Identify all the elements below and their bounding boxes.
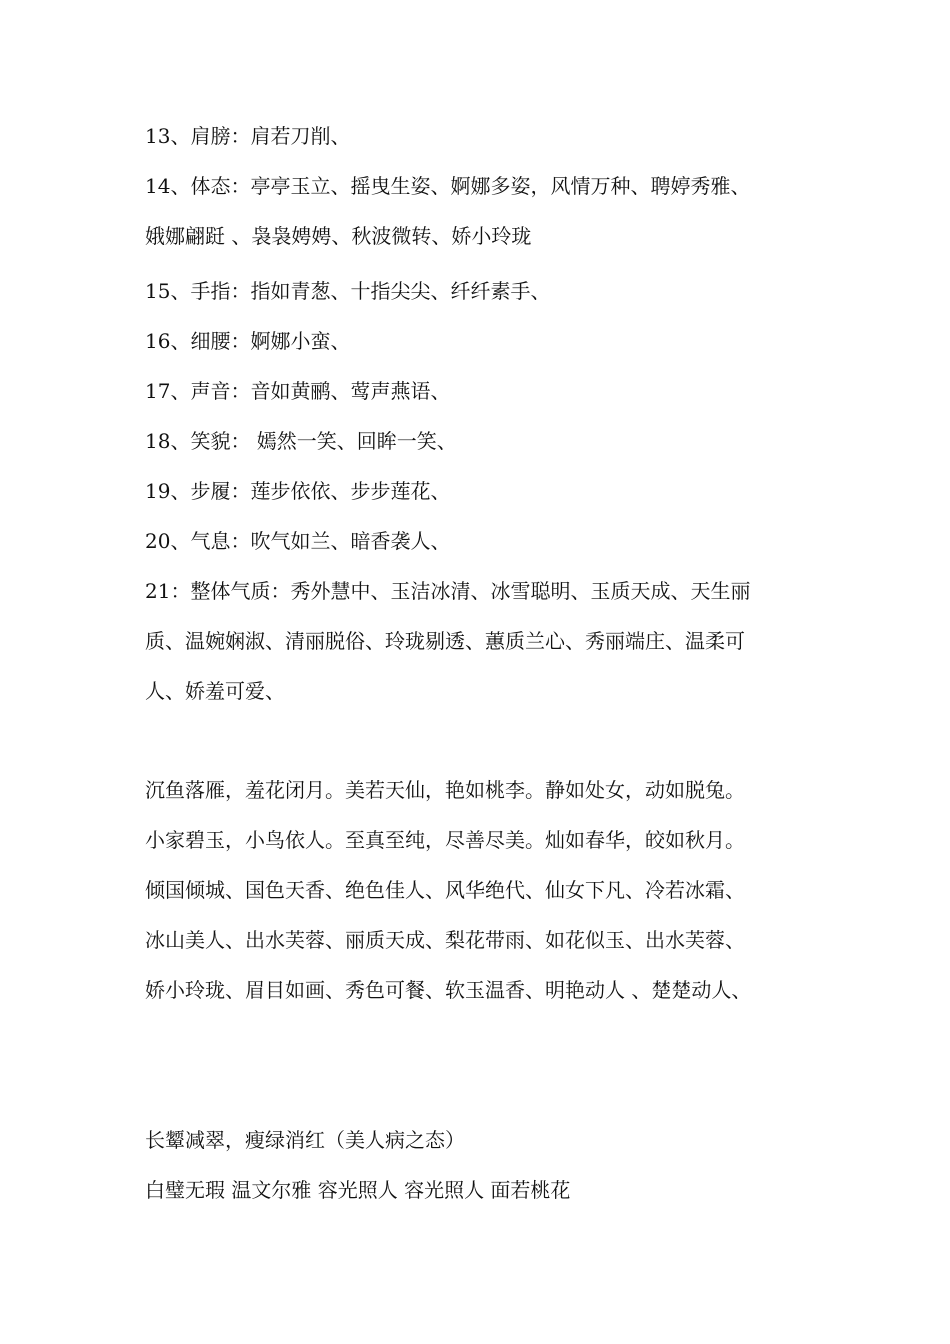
paragraph-line-4: 冰山美人、出水芙蓉、丽质天成、梨花带雨、如花似玉、出水芙蓉、 [145,928,745,952]
text-line-shoulder: 13、肩膀：肩若刀削、 [145,124,351,148]
text-line-posture-cont: 娥娜翩跹 、袅袅娉娉、秋波微转、娇小玲珑 [145,224,532,248]
paragraph-line-2: 小家碧玉，小鸟依人。至真至纯，尽善尽美。灿如春华，皎如秋月。 [145,828,745,852]
text-line-smile: 18、笑貌： 嫣然一笑、回眸一笑、 [145,429,457,453]
text-line-temperament-cont-1: 质、温婉娴淑、清丽脱俗、玲珑剔透、蕙质兰心、秀丽端庄、温柔可 [145,629,745,653]
text-line-temperament: 21：整体气质：秀外慧中、玉洁冰清、冰雪聪明、玉质天成、天生丽 [145,579,751,603]
text-line-waist: 16、细腰：婀娜小蛮、 [145,329,351,353]
text-line-illness: 长颦减翠，瘦绿消红（美人病之态） [145,1128,465,1152]
text-line-voice: 17、声音：音如黄鹂、莺声燕语、 [145,379,451,403]
paragraph-line-1: 沉鱼落雁，羞花闭月。美若天仙，艳如桃李。静如处女，动如脱兔。 [145,778,745,802]
text-line-fingers: 15、手指：指如青葱、十指尖尖、纤纤素手、 [145,279,551,303]
text-line-last: 白璧无瑕 温文尔雅 容光照人 容光照人 面若桃花 [145,1178,571,1202]
paragraph-line-5: 娇小玲珑、眉目如画、秀色可餐、软玉温香、明艳动人 、楚楚动人、 [145,978,752,1002]
text-line-steps: 19、步履：莲步依依、步步莲花、 [145,479,451,503]
text-line-breath: 20、气息：吹气如兰、暗香袭人、 [145,529,451,553]
text-line-temperament-cont-2: 人、娇羞可爱、 [145,679,285,703]
paragraph-line-3: 倾国倾城、国色天香、绝色佳人、风华绝代、仙女下凡、冷若冰霜、 [145,878,745,902]
text-line-posture: 14、体态：亭亭玉立、摇曳生姿、婀娜多姿，风情万种、聘婷秀雅、 [145,174,751,198]
